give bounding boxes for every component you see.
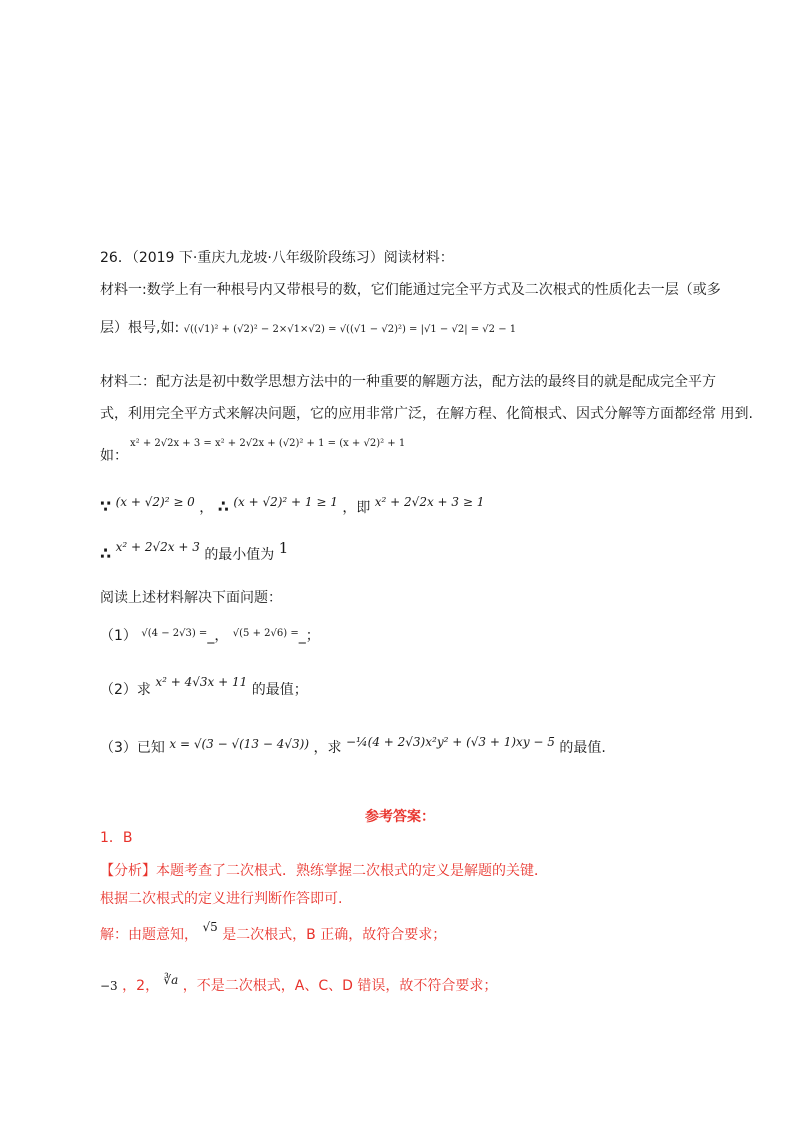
q1-blank-a: _， — [207, 628, 229, 644]
because-expr: (x + √2)² ≥ 0 — [115, 495, 195, 509]
q3-expr-x: x = √(3 − √(13 − 4√3)) — [169, 737, 310, 751]
question-1 — [100, 626, 320, 648]
last-sep: ，2， — [122, 978, 160, 994]
last-expr-a: −3 — [100, 979, 118, 993]
last-text: ，不是二次根式，A、C、D 错误，故不符合要求； — [182, 978, 498, 994]
answers-title: 参考答案： — [365, 809, 435, 825]
example-formula-text: x² + 2√2x + 3 = x² + 2√2x + (√2)² + 1 = (x + √2)² + 1 — [130, 438, 406, 449]
q2-label: （2）求 — [100, 682, 151, 698]
conclusion-text: 的最小值为 — [204, 547, 275, 563]
answer-solution — [100, 920, 447, 945]
conclusion-expr: x² + 2√2x + 3 — [115, 540, 200, 554]
ji-text: ，即 — [342, 500, 371, 516]
q3-expr-y: −¼(4 + 2√3)x²y² + (√3 + 1)xy − 5 — [345, 735, 555, 749]
q2-expr: x² + 4√3x + 11 — [155, 675, 248, 689]
comma: ， — [199, 500, 214, 516]
conclusion-symbol: ∴ — [100, 544, 112, 563]
because-symbol: ∵ — [100, 497, 112, 516]
conclusion-line — [100, 539, 289, 565]
answer-last — [100, 973, 498, 996]
q3-label: （3）已知 — [100, 740, 165, 756]
question-header: 26．（2019 下·重庆九龙坡·八年级阶段练习）阅读材料： — [100, 250, 454, 266]
q1-blank-b: _； — [298, 628, 320, 644]
answer-1: 1．B — [100, 830, 133, 846]
therefore-symbol: ∴ — [217, 497, 229, 516]
material2-text-1: 材料二：配方法是初中数学思想方法中的一种重要的解题方法，配方法的最终目的就是配成完全平方 — [100, 374, 716, 390]
example-formula — [130, 432, 405, 454]
material1-formula: √((√1)² + (√2)² − 2×√1×√2) = √((√1 − √2)²) = |√1 − √2| = √2 − 1 — [183, 324, 517, 335]
q3-text: 的最值. — [559, 740, 606, 756]
q1-label: （1） — [100, 628, 137, 644]
question-3 — [100, 735, 606, 758]
task-intro: 阅读上述材料解决下面问题： — [100, 590, 282, 606]
material1-text: 材料一:数学上有一种根号内又带根号的数，它们能通过完全平方式及二次根式的性质化去一层（或多 — [100, 282, 721, 298]
q1-expr-b: √(5 + 2√6) = — [232, 628, 299, 639]
material1-prefix: 层）根号,如: — [100, 320, 180, 336]
because-line — [100, 497, 484, 518]
conclusion-value: 1 — [278, 539, 289, 557]
therefore-expr: (x + √2)² + 1 ≥ 1 — [233, 495, 338, 509]
material1-example-line — [100, 318, 516, 340]
answer-analysis: 【分析】本题考查了二次根式．熟练掌握二次根式的定义是解题的关键． — [100, 863, 548, 879]
q3-mid: ，求 — [313, 740, 342, 756]
ji-expr: x² + 2√2x + 3 ≥ 1 — [374, 495, 485, 509]
solution-expr: √5 — [202, 920, 218, 934]
q1-expr-a: √(4 − 2√3) = — [141, 628, 208, 639]
answer-basis: 根据二次根式的定义进行判断作答即可. — [100, 891, 343, 907]
example-prefix: 如： — [100, 448, 128, 464]
question-2 — [100, 675, 308, 700]
q2-text: 的最值； — [251, 682, 308, 698]
solution-prefix: 解：由题意知， — [100, 927, 198, 943]
solution-text: 是二次根式，B 正确，故符合要求； — [222, 927, 447, 943]
material2-text-2: 式，利用完全平方式来解决问题，它的应用非常广泛，在解方程、化简根式、因式分解等方面都经常 用到. — [100, 406, 753, 422]
last-expr-b: ∛a — [163, 973, 179, 987]
